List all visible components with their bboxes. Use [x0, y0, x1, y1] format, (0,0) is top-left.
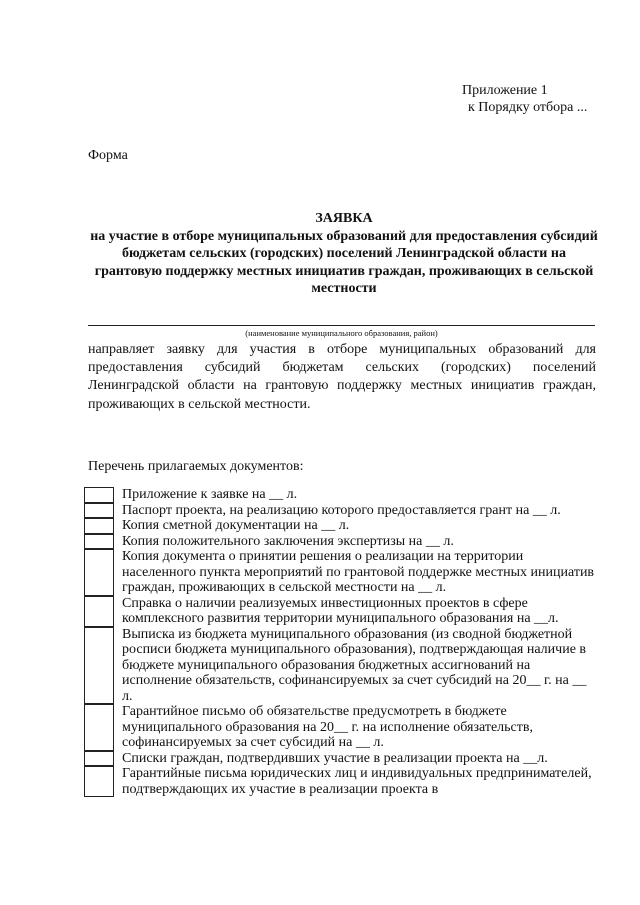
- document-item: [84, 627, 604, 705]
- document-item: [84, 503, 604, 519]
- documents-list: [84, 487, 604, 797]
- document-checkbox[interactable]: [84, 627, 114, 705]
- appendix-line-1: Приложение 1: [462, 83, 548, 98]
- municipality-name-caption: (наименование муниципального образования, район): [245, 328, 438, 338]
- appendix-reference: [462, 82, 587, 116]
- document-checkbox[interactable]: [84, 596, 114, 627]
- form-label: Форма: [88, 148, 128, 163]
- document-checkbox[interactable]: [84, 704, 114, 751]
- document-checkbox[interactable]: [84, 518, 114, 534]
- document-item-text: Выписка из бюджета муниципального образования (из сводной бюджетной росписи бюджета муниципального образования), подтверждающая наличие в бюджете муниципального образования бюджетных ассигнований на исполнение обязательств, софинансируемых за счет субсидий на 20__ г. на __ л.: [122, 626, 587, 704]
- document-item-text: Гарантийные письма юридических лиц и индивидуальных предпринимателей, подтверждающих их участие в реализации проекта в: [122, 766, 592, 797]
- title-heading: ЗАЯВКА: [315, 211, 373, 226]
- document-item: [84, 534, 604, 550]
- title-subtitle: на участие в отборе муниципальных образований для предоставления субсидий бюджетам сельских (городских) поселений Ленинградской области на грантовую поддержку местных инициатив граждан, проживающих в сельской местности: [90, 228, 598, 296]
- municipality-name-line: [88, 325, 595, 326]
- document-item-text: Справка о наличии реализуемых инвестиционных проектов в сфере комплексного развития территории муниципального образования на __л.: [122, 595, 559, 626]
- document-checkbox[interactable]: [84, 503, 114, 519]
- document-item-text: Копия положительного заключения экспертизы на __ л.: [122, 533, 454, 549]
- document-checkbox[interactable]: [84, 487, 114, 503]
- document-item: [84, 704, 604, 751]
- document-checkbox[interactable]: [84, 751, 114, 767]
- document-item-text: Паспорт проекта, на реализацию которого предоставляется грант на __ л.: [122, 502, 561, 518]
- document-checkbox[interactable]: [84, 534, 114, 550]
- document-item: [84, 487, 604, 503]
- document-item: [84, 766, 604, 797]
- application-body-text: направляет заявку для участия в отборе муниципальных образований для предоставления субсидий бюджетам сельских (городских) поселений Ленинградской области на грантовую поддержку местных инициатив граждан, проживающих в сельской местности.: [88, 342, 596, 412]
- document-item: [84, 596, 604, 627]
- appendix-line-2: к Порядку отбора ...: [468, 100, 588, 115]
- document-item-text: Копия сметной документации на __ л.: [122, 518, 350, 533]
- document-item: [84, 518, 604, 534]
- document-item-text: Копия документа о принятии решения о реализации на территории населенного пункта мероприятий по грантовой поддержке местных инициатив граждан, проживающих в сельской местности на __ л.: [122, 549, 595, 595]
- documents-list-title: Перечень прилагаемых документов:: [88, 459, 304, 474]
- document-item: [84, 549, 604, 596]
- document-item: [84, 751, 604, 767]
- document-checkbox[interactable]: [84, 549, 114, 596]
- document-item-text: Гарантийное письмо об обязательстве предусмотреть в бюджете муниципального образования на 20__ г. на исполнение обязательств, софинансируемых за счет субсидий на __ л.: [122, 704, 533, 750]
- document-item-text: Списки граждан, подтвердивших участие в реализации проекта на __л.: [122, 750, 548, 766]
- document-checkbox[interactable]: [84, 766, 114, 797]
- application-title: [88, 210, 600, 298]
- document-item-text: Приложение к заявке на __ л.: [122, 487, 298, 502]
